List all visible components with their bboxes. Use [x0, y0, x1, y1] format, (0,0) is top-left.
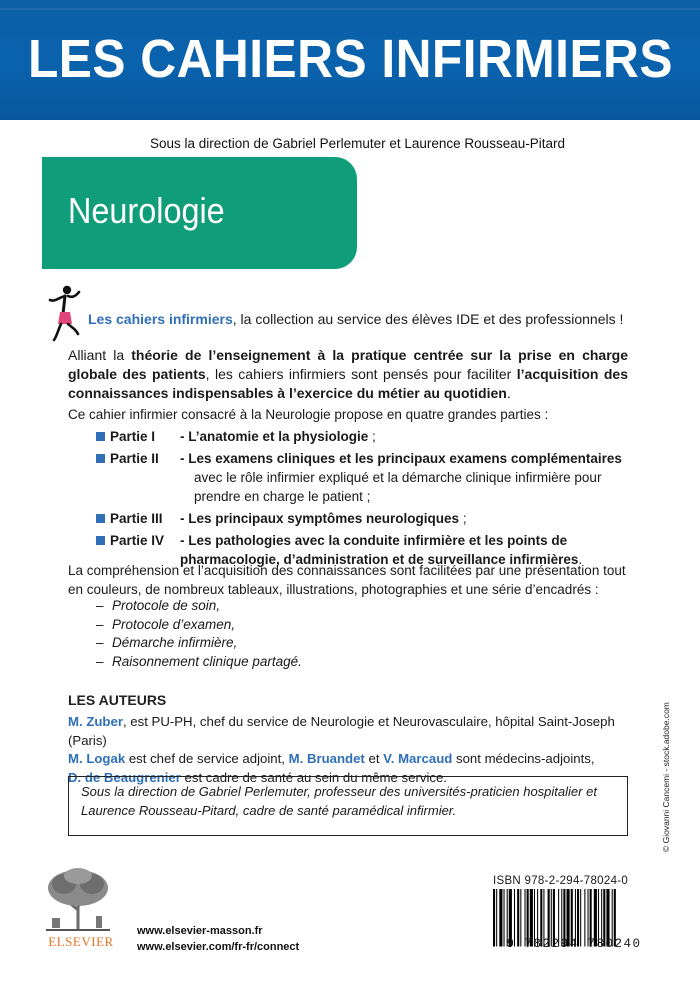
author-role: est chef de service adjoint,	[125, 751, 289, 766]
banner-stripe	[0, 8, 700, 10]
author-name: M. Bruandet	[288, 751, 365, 766]
part-label: Partie I	[110, 429, 156, 444]
part-item	[96, 509, 636, 528]
feature-text: Démarche infirmière,	[112, 635, 238, 650]
isbn-text: ISBN 978-2-294-78024-0	[493, 875, 629, 887]
list-item: – Protocole de soin,	[96, 598, 221, 613]
series-title: LES CAHIERS INFIRMIERS	[28, 29, 673, 89]
intro-paragraph	[68, 346, 628, 403]
list-item: – Démarche infirmière,	[96, 635, 238, 650]
collection-name: Les cahiers infirmiers	[88, 311, 233, 327]
elsevier-tree-logo-icon	[40, 866, 116, 944]
part-detail: avec le rôle infirmier expliqué et la démarche clinique infirmière pour prendre en charge le patient ;	[194, 470, 602, 504]
author-conjunction: et	[364, 751, 384, 766]
part-suffix: ;	[459, 511, 467, 526]
author-name: V. Marcaud	[383, 751, 453, 766]
feature-text: Raisonnement clinique partagé.	[112, 653, 302, 669]
part-suffix: .	[578, 552, 583, 567]
url-link[interactable]: www.elsevier-masson.fr	[137, 925, 263, 937]
part-item	[96, 449, 636, 506]
part-title: - Les principaux symptômes neurologiques	[180, 511, 460, 526]
part-label: Partie II	[110, 451, 159, 466]
intro-text-2: , les cahiers infirmiers sont pensés pour faciliter	[205, 366, 517, 382]
author-name: M. Logak	[68, 751, 126, 766]
author-name: D. de Beaugrenier	[68, 769, 181, 785]
part-suffix: ;	[368, 429, 376, 444]
features-list	[96, 597, 302, 671]
list-item: – Raisonnement clinique partagé.	[96, 653, 302, 669]
publisher-urls	[137, 923, 299, 955]
authors-heading: LES AUTEURS	[68, 692, 167, 708]
photo-credit-text: © Giovanni Cancemi - stock.adobe.com	[661, 702, 671, 852]
parts-list	[96, 427, 636, 569]
intro-text-1: Alliant la	[68, 347, 132, 363]
dancing-figure-icon	[46, 284, 82, 342]
direction-note-box: Sous la direction de Gabriel Perlemuter, professeur des universités-praticien hospitalier et Laurence Rousseau-Pitard, cadre de santé paramédical infirmier.	[68, 776, 628, 836]
author-role: sont médecins-adjoints,	[452, 751, 595, 766]
bullet-square-icon	[96, 514, 105, 523]
photo-credit	[661, 662, 677, 852]
url-link[interactable]: www.elsevier.com/fr-fr/connect	[137, 941, 300, 953]
part-item	[96, 427, 636, 446]
intro-bold-2: l’acquisition des connaissances indispensables à l’exercice du métier au quotidien	[68, 366, 628, 401]
feature-text: Protocole d’examen,	[112, 616, 236, 632]
collection-tagline	[88, 311, 623, 327]
intro-bold-1: théorie de l’enseignement à la pratique centrée sur la prise en charge globale des patients	[68, 347, 629, 382]
barcode-digits: 9 782294 780240	[506, 937, 642, 951]
part-label: Partie III	[110, 511, 163, 526]
intro-text-3: .	[506, 385, 511, 401]
bullet-square-icon	[96, 536, 105, 545]
bullet-square-icon	[96, 454, 105, 463]
part-title: - L’anatomie et la physiologie	[180, 429, 369, 444]
feature-text: Protocole de soin,	[112, 598, 221, 613]
collection-rest: , la collection au service des élèves IDE et des professionnels !	[232, 311, 624, 327]
subject-title: Neurologie	[68, 190, 225, 231]
list-item: – Protocole d’examen,	[96, 616, 236, 632]
bullet-square-icon	[96, 432, 105, 441]
parts-lead: Ce cahier infirmier consacré à la Neurologie propose en quatre grandes parties :	[68, 407, 549, 422]
part-title: - Les examens cliniques et les principaux examens complémentaires	[180, 451, 622, 466]
author-role: , est PU-PH, chef du service de Neurologie et Neurovasculaire, hôpital Saint-Joseph (Paris)	[68, 714, 615, 748]
part-title: - Les pathologies avec la conduite infirmière et les points de pharmacologie, d’administration et de surveillance infirmières	[180, 533, 579, 567]
publisher-name: ELSEVIER	[48, 934, 114, 949]
features-lead: La compréhension et l’acquisition des connaissances sont facilitées par une présentation tout en couleurs, de nombreux tableaux, illustrations, photographies et une série d’encadrés :	[68, 563, 626, 597]
author-name: M. Zuber	[68, 714, 123, 729]
author-role: est cadre de santé au sein du même service.	[180, 769, 447, 785]
part-label: Partie IV	[110, 533, 165, 548]
direction-line: Sous la direction de Gabriel Perlemuter et Laurence Rousseau-Pitard	[150, 136, 565, 151]
